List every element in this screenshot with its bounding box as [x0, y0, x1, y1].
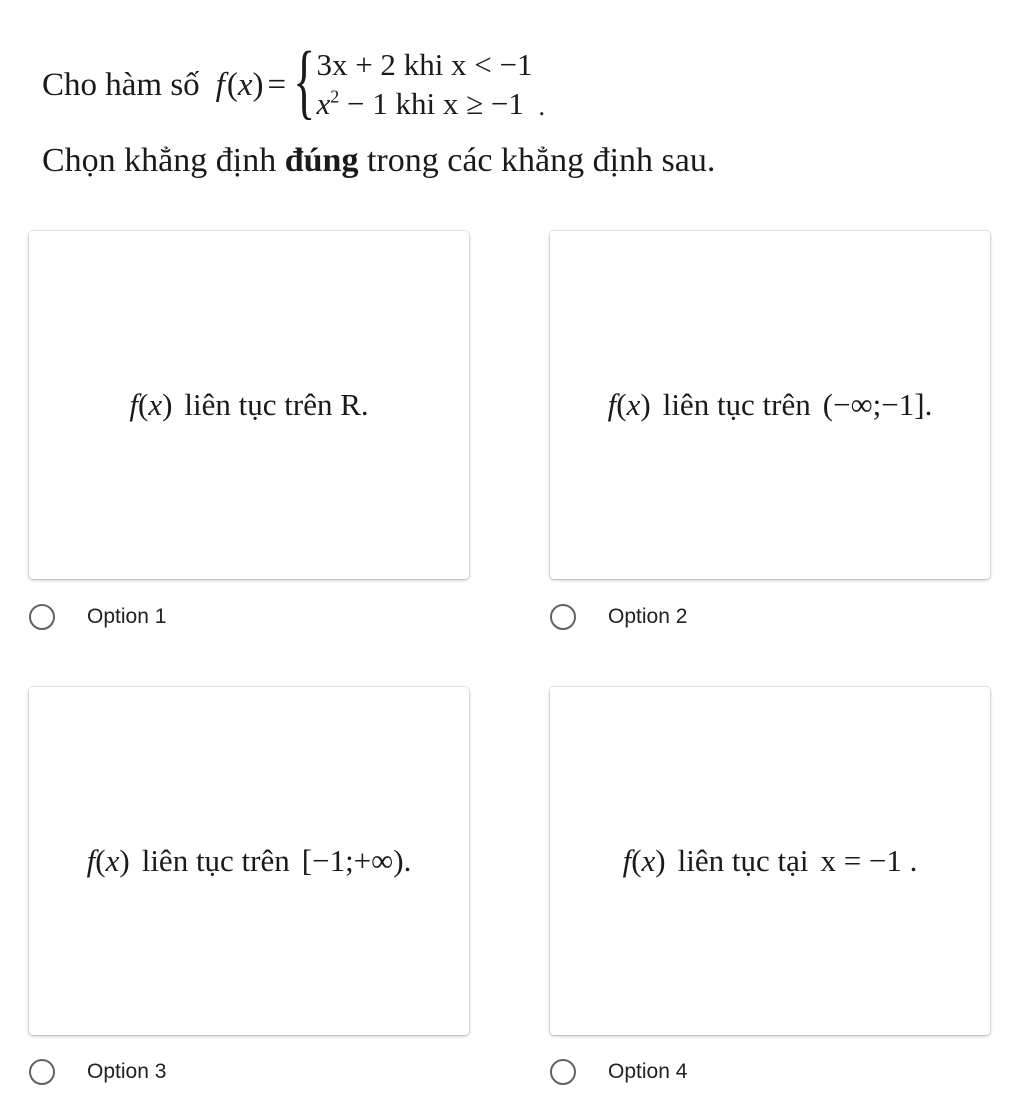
option-3-card[interactable] [29, 687, 469, 1035]
question-intro: Cho hàm số [42, 66, 200, 103]
option-4-choice[interactable] [550, 1059, 687, 1085]
option-4-point: x = −1 . [820, 843, 918, 878]
case-2-rest: − 1 [339, 86, 388, 121]
option-4-radio[interactable] [550, 1059, 576, 1085]
prompt-before: Chọn khẳng định [42, 142, 285, 179]
option-1-text: liên tục trên R. [184, 387, 369, 422]
option-2-choice[interactable] [550, 604, 687, 630]
option-2-text: liên tục trên [662, 387, 811, 422]
option-2-label: Option 2 [608, 605, 688, 628]
function-variable: x [237, 66, 253, 103]
option-1-radio[interactable] [29, 604, 55, 630]
option-3-fx: f(x) [86, 843, 130, 878]
option-3-interval: [−1;+∞). [301, 843, 412, 878]
option-1-card[interactable] [29, 231, 469, 579]
option-3-text: liên tục trên [141, 843, 290, 878]
option-3-choice[interactable] [29, 1059, 166, 1085]
option-1-choice[interactable] [29, 604, 166, 630]
function-open-paren: ( [226, 66, 238, 103]
case-1-condition: khi x < −1 [403, 47, 533, 83]
prompt-after: trong các khẳng định sau. [358, 142, 716, 179]
question [42, 30, 1002, 180]
piecewise-case-1 [316, 46, 532, 85]
definition-period: . [538, 92, 546, 121]
option-4-fx: f(x) [622, 843, 666, 878]
option-2-interval: (−∞;−1]. [822, 387, 933, 422]
option-4-label: Option 4 [608, 1060, 688, 1083]
piecewise-case-2 [316, 85, 532, 124]
piecewise-brace: { [293, 35, 316, 128]
case-1-expression: 3x + 2 [316, 47, 396, 83]
case-2-exponent: 2 [330, 86, 340, 107]
option-1-fx: f(x) [129, 387, 173, 422]
option-3-radio[interactable] [29, 1059, 55, 1085]
option-2-card[interactable] [550, 231, 990, 579]
case-2-condition: khi x ≥ −1 [395, 86, 524, 121]
piecewise-cases [316, 46, 532, 124]
case-2-base: x [316, 86, 331, 121]
option-2-fx: f(x) [607, 387, 651, 422]
question-definition [42, 30, 1002, 140]
option-4-card[interactable] [550, 687, 990, 1035]
prompt-bold: đúng [284, 142, 359, 179]
option-3-label: Option 3 [87, 1060, 167, 1083]
equals-sign: = [267, 66, 287, 103]
function-close-paren: ) [252, 66, 264, 103]
option-1-label: Option 1 [87, 605, 167, 628]
option-4-text: liên tục tại [677, 843, 809, 878]
question-prompt [42, 142, 1002, 180]
option-2-radio[interactable] [550, 604, 576, 630]
function-name: f [215, 66, 225, 103]
